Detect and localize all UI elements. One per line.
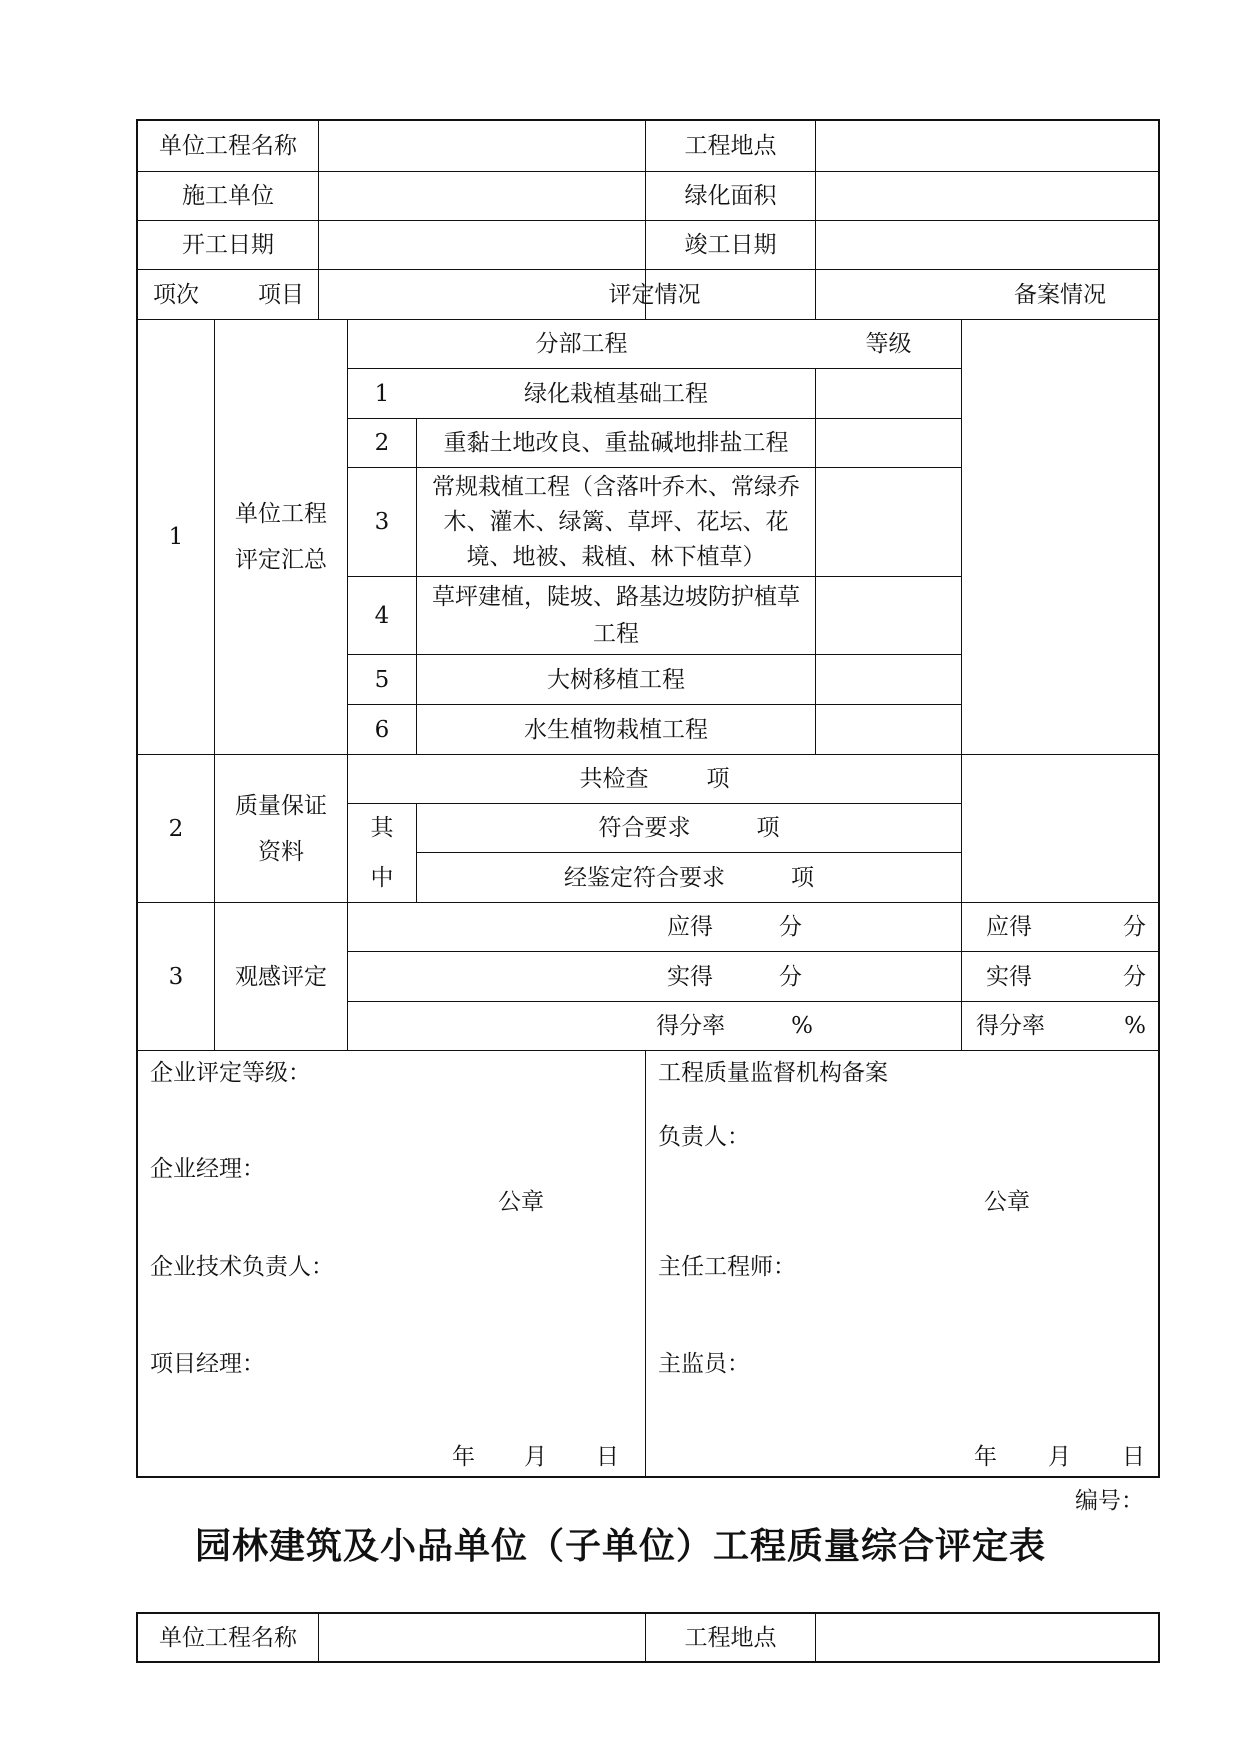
row-name: 重黏土地改良、重盐碱地排盐工程 [443, 430, 789, 456]
col-index-header: 项次 [153, 281, 199, 308]
row-name: 常规栽植工程（含落叶乔木、常绿乔木、灌木、绿篱、草坪、花坛、花境、地被、栽植、林下植草） [432, 473, 800, 570]
row-name: 水生植物栽植工程 [524, 716, 708, 743]
row-no: 6 [374, 716, 390, 743]
meets-requirements-label: 符合要求 [598, 815, 691, 841]
filing-actual-unit: 分 [1123, 963, 1146, 990]
score-rate [348, 1002, 961, 1050]
section3-item: 观感评定 [235, 963, 327, 990]
actual-score-unit: 分 [779, 963, 802, 990]
green-area-field[interactable] [816, 172, 1158, 220]
next-form-header [136, 1612, 1160, 1663]
agency-label: 工程质量监督机构备案 [658, 1060, 888, 1086]
certified-requirements-unit: 项 [791, 864, 814, 891]
section1-item [215, 320, 347, 754]
agency-seal-label: 公章 [984, 1189, 1030, 1215]
section2-item-line1: 质量保证 [235, 792, 327, 819]
location-field[interactable] [816, 121, 1158, 171]
enterprise-seal-label: 公章 [498, 1189, 544, 1215]
certified-requirements-label: 经鉴定符合要求 [564, 864, 725, 891]
start-date-field[interactable] [319, 221, 645, 269]
filing-actual-label: 实得 [986, 963, 1032, 990]
col-filing-header: 备案情况 [1014, 281, 1106, 308]
row-name: 草坪建植，陡坡、路基边坡防护植草工程 [432, 583, 800, 647]
section1-filing-field[interactable] [962, 320, 1158, 754]
left-day: 日 [596, 1444, 619, 1470]
section2-item [215, 755, 347, 902]
location-field[interactable] [816, 1614, 1158, 1661]
rule [138, 1050, 1158, 1051]
green-area-label: 绿化面积 [684, 183, 777, 209]
should-score-unit: 分 [779, 914, 802, 940]
chief-engineer-label: 主任工程师： [658, 1254, 796, 1280]
row-name: 大树移植工程 [547, 666, 685, 693]
enterprise-grade-label: 企业评定等级： [150, 1060, 311, 1086]
col-item-header: 项目 [258, 281, 304, 308]
section1-item-line2: 评定汇总 [235, 547, 327, 573]
responsible-label: 负责人： [658, 1124, 750, 1150]
section2-index: 2 [168, 815, 184, 842]
among-label-1: 其 [370, 815, 394, 841]
project-manager-label: 项目经理： [150, 1351, 265, 1377]
filing-should-unit: 分 [1123, 914, 1146, 940]
row-grade-field[interactable] [816, 655, 961, 704]
total-checked [348, 755, 961, 803]
meets-requirements-unit: 项 [756, 815, 780, 841]
filing-rate-label: 得分率 [976, 1013, 1045, 1039]
row-no: 2 [374, 430, 390, 456]
row-grade-field[interactable] [816, 419, 961, 467]
row-grade-field[interactable] [816, 705, 961, 754]
contractor-field[interactable] [319, 172, 645, 220]
filing-should-score [962, 903, 1158, 951]
contractor-label: 施工单位 [182, 183, 274, 209]
enterprise-manager-label: 企业经理： [150, 1156, 265, 1182]
unit-name-label: 单位工程名称 [159, 1624, 297, 1651]
row-grade-field[interactable] [816, 577, 961, 654]
score-rate-label: 得分率 [656, 1013, 726, 1039]
should-score-label: 应得 [667, 914, 713, 940]
end-date-field[interactable] [816, 221, 1158, 269]
filing-actual-score [962, 952, 1158, 1001]
filing-should-label: 应得 [986, 914, 1032, 940]
should-score [348, 903, 961, 951]
section2-item-line2: 资料 [258, 838, 304, 865]
actual-score [348, 952, 961, 1001]
left-year: 年 [452, 1444, 475, 1470]
right-month: 月 [1048, 1444, 1071, 1470]
sub-project-header: 分部工程 [535, 331, 628, 357]
total-checked-unit: 项 [706, 766, 730, 792]
right-year: 年 [974, 1444, 997, 1470]
supervisor-label: 主监员： [658, 1351, 750, 1377]
filing-score-rate [962, 1002, 1158, 1050]
actual-score-label: 实得 [667, 963, 713, 990]
row-no: 5 [374, 666, 390, 693]
left-month: 月 [524, 1444, 547, 1470]
row-grade-field[interactable] [816, 468, 961, 576]
location-label: 工程地点 [684, 133, 777, 159]
evaluation-form [136, 119, 1160, 1478]
row-grade-field[interactable] [816, 369, 961, 418]
among-label-2: 中 [370, 864, 394, 891]
row-name: 绿化栽植基础工程 [524, 380, 708, 407]
total-checked-label: 共检查 [579, 766, 649, 792]
serial-number-label: 编号： [1075, 1488, 1144, 1514]
right-day: 日 [1122, 1444, 1145, 1470]
section3-index: 3 [168, 963, 184, 990]
section1-item-line1: 单位工程 [235, 501, 327, 527]
unit-name-field[interactable] [319, 1614, 645, 1661]
location-label: 工程地点 [684, 1624, 777, 1651]
grade-header: 等级 [865, 331, 912, 357]
end-date-label: 竣工日期 [684, 232, 777, 258]
row-no: 4 [374, 602, 390, 629]
col-evaluation-header: 评定情况 [608, 281, 701, 308]
row-no: 1 [374, 380, 390, 407]
section2-filing-field[interactable] [962, 755, 1158, 902]
certified-requirements [417, 853, 961, 902]
filing-rate-unit: % [1124, 1013, 1146, 1039]
section1-index: 1 [168, 524, 184, 550]
tech-lead-label: 企业技术负责人： [150, 1254, 334, 1280]
start-date-label: 开工日期 [182, 232, 274, 258]
unit-name-label: 单位工程名称 [159, 133, 297, 159]
score-rate-unit: % [791, 1013, 813, 1039]
form-title: 园林建筑及小品单位（子单位）工程质量综合评定表 [194, 1526, 1046, 1567]
meets-requirements [417, 804, 961, 852]
row-no: 3 [374, 509, 390, 535]
rule [645, 1050, 646, 1476]
unit-name-field[interactable] [319, 121, 645, 171]
